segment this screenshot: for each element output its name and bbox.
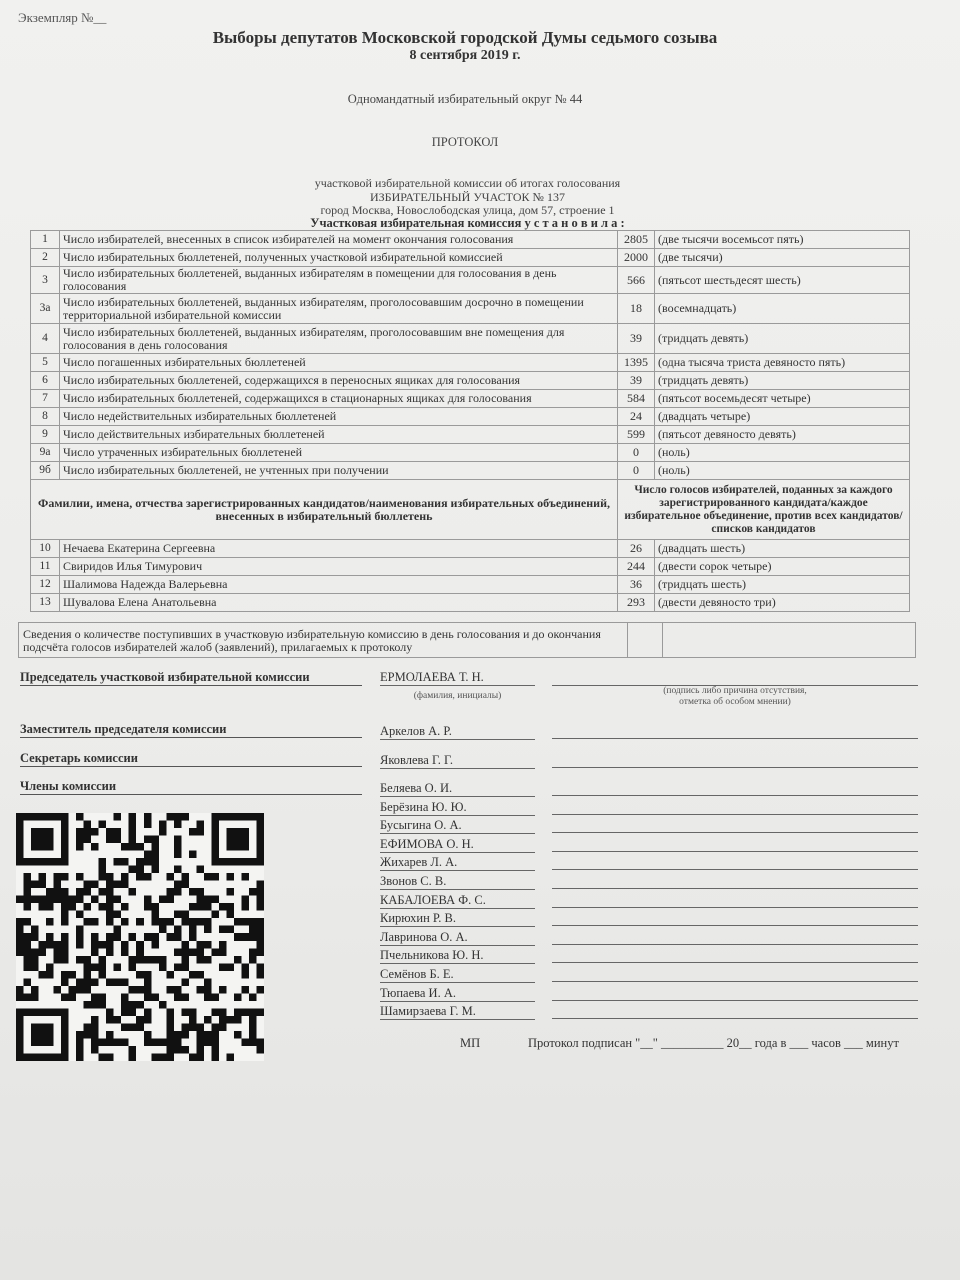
member-name: Бусыгина О. А. — [380, 818, 535, 834]
candidate-number: 13 — [31, 594, 60, 612]
copy-number: Экземпляр №__ — [18, 10, 107, 25]
row-words: (пятьсот восемьдесят четыре) — [655, 390, 910, 408]
row-number: 4 — [31, 324, 60, 354]
district-label: Одномандатный избирательный округ № 44 — [347, 92, 583, 106]
row-value: 24 — [618, 408, 655, 426]
member-name: ЕФИМОВА О. Н. — [380, 837, 535, 853]
member-signature-line — [552, 794, 918, 796]
row-words: (двадцать четыре) — [655, 408, 910, 426]
member-signature-line — [552, 961, 918, 963]
member-name: Лавринова О. А. — [380, 930, 535, 946]
results-table — [30, 230, 910, 612]
row-words: (две тысячи восемьсот пять) — [655, 231, 910, 249]
candidate-name: Свиридов Илья Тимурович — [60, 558, 618, 576]
result-row — [31, 390, 910, 408]
result-row — [31, 372, 910, 390]
row-label: Число действительных избирательных бюллетеней — [60, 426, 618, 444]
chair-role: Председатель участковой избирательной комиссии — [20, 670, 362, 686]
member-name: Жихарев Л. А. — [380, 855, 535, 871]
member-signature-line — [552, 999, 918, 1001]
result-row — [31, 324, 910, 354]
secretary-name: Яковлева Г. Г. — [380, 753, 535, 769]
result-row — [31, 444, 910, 462]
member-signature-line — [552, 924, 918, 926]
complaints-box — [18, 622, 916, 658]
candidate-votes-words: (двадцать шесть) — [655, 540, 910, 558]
row-label: Число утраченных избирательных бюллетеней — [60, 444, 618, 462]
member-name: Кирюхин Р. В. — [380, 911, 535, 927]
row-number: 3а — [31, 294, 60, 324]
candidates-header-left: Фамилии, имена, отчества зарегистрированных кандидатов/наименования избирательных объединений, внесенных в избирательный бюллетень — [31, 480, 618, 540]
candidate-number: 11 — [31, 558, 60, 576]
member-name: Звонов С. В. — [380, 874, 535, 890]
member-signature-line — [552, 906, 918, 908]
candidate-votes: 26 — [618, 540, 655, 558]
row-words: (тридцать девять) — [655, 372, 910, 390]
member-name: Пчельникова Ю. Н. — [380, 948, 535, 964]
member-signature-line — [552, 887, 918, 889]
row-label: Число избирательных бюллетеней, не учтенных при получении — [60, 462, 618, 480]
candidate-votes: 244 — [618, 558, 655, 576]
result-row — [31, 462, 910, 480]
row-words: (пятьсот девяносто девять) — [655, 426, 910, 444]
stamp-place: МП — [460, 1036, 481, 1050]
row-number: 9 — [31, 426, 60, 444]
complaints-text: Сведения о количестве поступивших в участковую избирательную комиссию в день голосования и до окончания подсчёта голосов избирателей жалоб (заявлений), прилагаемых к протоколу — [23, 627, 601, 654]
row-value: 2805 — [618, 231, 655, 249]
candidate-votes-words: (двести девяносто три) — [655, 594, 910, 612]
row-words: (одна тысяча триста девяносто пять) — [655, 354, 910, 372]
result-row — [31, 231, 910, 249]
row-label: Число погашенных избирательных бюллетеней — [60, 354, 618, 372]
member-signature-line — [552, 980, 918, 982]
candidate-votes-words: (двести сорок четыре) — [655, 558, 910, 576]
candidate-number: 10 — [31, 540, 60, 558]
row-label: Число недействительных избирательных бюллетеней — [60, 408, 618, 426]
member-signature-line — [552, 1017, 918, 1019]
candidate-name: Шувалова Елена Анатольевна — [60, 594, 618, 612]
candidate-row — [31, 594, 910, 612]
members-role: Члены комиссии — [20, 779, 362, 795]
row-label: Число избирательных бюллетеней, полученных участковой избирательной комиссией — [60, 249, 618, 267]
deputy-signature-line — [552, 737, 918, 739]
candidate-name: Шалимова Надежда Валерьевна — [60, 576, 618, 594]
row-words: (восемнадцать) — [655, 294, 910, 324]
result-row — [31, 249, 910, 267]
candidates-header-right: Число голосов избирателей, поданных за каждого зарегистрированного кандидата/каждое избирательное объединение, против всех кандидатов/списков кандидатов — [618, 480, 910, 540]
row-value: 599 — [618, 426, 655, 444]
candidate-row — [31, 576, 910, 594]
chair-name: ЕРМОЛАЕВА Т. Н. — [380, 670, 535, 686]
row-number: 5 — [31, 354, 60, 372]
row-number: 3 — [31, 267, 60, 294]
candidate-votes: 293 — [618, 594, 655, 612]
secretary-role: Секретарь комиссии — [20, 751, 362, 767]
row-label: Число избирательных бюллетеней, выданных избирателям в помещении для голосования в день голосования — [60, 267, 618, 294]
row-number: 7 — [31, 390, 60, 408]
member-name: Берёзина Ю. Ю. — [380, 800, 535, 816]
row-words: (ноль) — [655, 462, 910, 480]
election-date: 8 сентября 2019 г. — [409, 48, 521, 63]
result-row — [31, 408, 910, 426]
candidate-votes: 36 — [618, 576, 655, 594]
row-value: 0 — [618, 462, 655, 480]
member-name: КАБАЛОЕВА Ф. С. — [380, 893, 535, 909]
member-name: Семёнов Б. Е. — [380, 967, 535, 983]
row-value: 2000 — [618, 249, 655, 267]
row-number: 8 — [31, 408, 60, 426]
member-name: Шамирзаева Г. М. — [380, 1004, 535, 1020]
result-row — [31, 426, 910, 444]
row-value: 0 — [618, 444, 655, 462]
row-value: 584 — [618, 390, 655, 408]
candidate-number: 12 — [31, 576, 60, 594]
commission-subtitle: участковой избирательной комиссии об итогах голосования — [314, 176, 621, 190]
station-address: город Москва, Новослободская улица, дом 57, строение 1 — [320, 203, 615, 217]
row-words: (пятьсот шестьдесят шесть) — [655, 267, 910, 294]
row-value: 566 — [618, 267, 655, 294]
row-number: 1 — [31, 231, 60, 249]
member-signature-line — [552, 868, 918, 870]
member-signature-line — [552, 850, 918, 852]
candidates-header-row — [31, 480, 910, 540]
result-row — [31, 267, 910, 294]
row-value: 39 — [618, 324, 655, 354]
row-words: (ноль) — [655, 444, 910, 462]
row-number: 2 — [31, 249, 60, 267]
row-number: 6 — [31, 372, 60, 390]
result-row — [31, 294, 910, 324]
protocol-heading: ПРОТОКОЛ — [431, 135, 499, 149]
candidate-row — [31, 540, 910, 558]
document-title: Выборы депутатов Московской городской Думы седьмого созыва — [212, 28, 718, 47]
row-value: 18 — [618, 294, 655, 324]
row-label: Число избирателей, внесенных в список избирателей на момент окончания голосования — [60, 231, 618, 249]
row-label: Число избирательных бюллетеней, содержащихся в стационарных ящиках для голосования — [60, 390, 618, 408]
row-number: 9а — [31, 444, 60, 462]
established-heading: Участковая избирательная комиссия у с т а н о в и л а : — [310, 216, 625, 230]
secretary-signature-line — [552, 766, 918, 768]
member-signature-line — [552, 831, 918, 833]
row-number: 9б — [31, 462, 60, 480]
member-signature-line — [552, 813, 918, 815]
candidate-name: Нечаева Екатерина Сергеевна — [60, 540, 618, 558]
member-name: Беляева О. И. — [380, 781, 535, 797]
candidate-row — [31, 558, 910, 576]
member-signature-line — [552, 943, 918, 945]
signed-line: Протокол подписан "__" __________ 20__ года в ___ часов ___ минут — [528, 1036, 899, 1050]
signature-hint-line2: отметка об особом мнении) — [679, 697, 791, 707]
deputy-role: Заместитель председателя комиссии — [20, 722, 362, 738]
row-words: (тридцать девять) — [655, 324, 910, 354]
polling-station: ИЗБИРАТЕЛЬНЫЙ УЧАСТОК № 137 — [370, 190, 565, 204]
member-name: Тюпаева И. А. — [380, 986, 535, 1002]
row-value: 39 — [618, 372, 655, 390]
row-label: Число избирательных бюллетеней, выданных избирателям, проголосовавшим досрочно в помещении территориальной избирательной комиссии — [60, 294, 618, 324]
row-label: Число избирательных бюллетеней, выданных избирателям, проголосовавшим вне помещения для голосования в день голосования — [60, 324, 618, 354]
result-row — [31, 354, 910, 372]
row-value: 1395 — [618, 354, 655, 372]
deputy-name: Аркелов А. Р. — [380, 724, 535, 740]
complaints-number-cell — [627, 623, 663, 657]
row-words: (две тысячи) — [655, 249, 910, 267]
row-label: Число избирательных бюллетеней, содержащихся в переносных ящиках для голосования — [60, 372, 618, 390]
name-hint: (фамилия, инициалы) — [413, 691, 502, 701]
signature-hint-line1: (подпись либо причина отсутствия, — [663, 686, 807, 696]
qr-code — [16, 808, 264, 1066]
candidate-votes-words: (тридцать шесть) — [655, 576, 910, 594]
